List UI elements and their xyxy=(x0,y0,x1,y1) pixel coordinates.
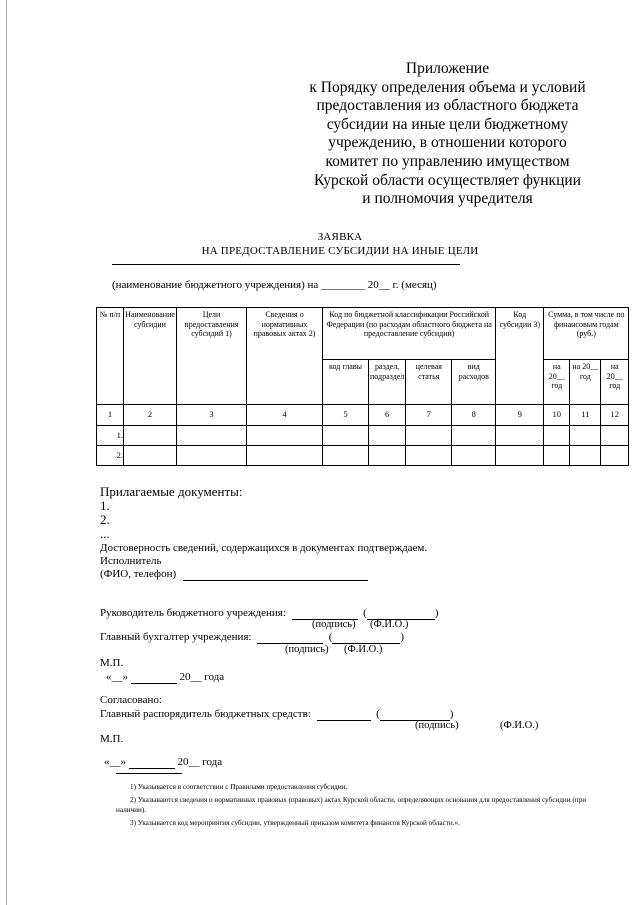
head-fio-caption: (Ф.И.О.) xyxy=(370,619,409,630)
accountant-fio-caption: (Ф.И.О.) xyxy=(344,644,383,655)
footnote-1: 1) Указывается в соответствии с Правилами предоставления субсидии. xyxy=(130,783,348,791)
header-subsidy-name: Наименование субсидии xyxy=(124,308,177,405)
date-suffix: 20__ года xyxy=(177,756,223,768)
accountant-signature-field[interactable] xyxy=(257,633,323,644)
org-name-underline xyxy=(112,264,460,265)
appendix-line: учреждению, в отношении которого xyxy=(328,134,567,152)
col-number: 2 xyxy=(124,405,177,426)
date-suffix: 20__ года xyxy=(179,671,225,683)
subheader-expense-type: вид расходов xyxy=(452,360,496,405)
executor-contact-label: (ФИО, телефон) xyxy=(100,568,177,580)
col-number: 1 xyxy=(97,405,124,426)
executor-label: Исполнитель xyxy=(100,555,162,567)
document-title xyxy=(100,230,580,258)
appendix-line: и полномочия учредителя xyxy=(362,190,533,208)
col-number: 6 xyxy=(369,405,406,426)
accountant-label: Главный бухгалтер учреждения: xyxy=(100,631,252,643)
org-name-caption: (наименование бюджетного учреждения) на ________ 20__ г. (месяц) xyxy=(112,279,437,291)
appendix-line: Приложение xyxy=(405,60,490,77)
col-number: 3 xyxy=(177,405,247,426)
executor-contact xyxy=(100,568,368,581)
subheader-section: раздел, подраздел xyxy=(369,360,406,405)
manager-signature-field[interactable] xyxy=(317,710,371,721)
agreed-label: Согласовано: xyxy=(100,694,162,706)
date-prefix: «__» xyxy=(106,671,128,683)
header-sum: Сумма, в том числе по финансовым годам (руб.) xyxy=(544,308,629,360)
title-line-1: ЗАЯВКА xyxy=(317,231,363,243)
col-number: 10 xyxy=(544,405,570,426)
attached-ellipsis: ... xyxy=(100,526,110,541)
subheader-chapter-code: код главы xyxy=(323,360,369,405)
attached-heading: Прилагаемые документы: xyxy=(100,484,243,499)
date-line-1 xyxy=(106,671,224,684)
head-signature-row: Руководитель бюджетного учреждения: ( ) xyxy=(100,607,439,619)
attached-documents xyxy=(100,485,243,541)
accountant-fio-field[interactable] xyxy=(332,633,400,644)
manager-label: Главный распорядитель бюджетных средств: xyxy=(100,708,311,720)
date-prefix: «__» xyxy=(104,756,126,768)
footnote-2: 2) Указываются сведения о нормативных правовых (правовых) актах Курской области, определяющих основания для предоставления субсидии (при наличии). xyxy=(116,796,587,814)
header-num: № п/п xyxy=(97,308,124,405)
accountant-signature-caption: (подпись) xyxy=(285,644,329,655)
appendix-line: Курской области осуществляет функции xyxy=(314,171,581,189)
manager-signature-row: Главный распорядитель бюджетных средств: ( ) xyxy=(100,708,454,720)
col-number: 7 xyxy=(406,405,452,426)
col-number: 9 xyxy=(496,405,544,426)
header-subsidy-code: Код субсидии 3) xyxy=(496,308,544,405)
subheader-year-3: на 20__ год xyxy=(601,360,629,405)
accountant-signature-row: Главный бухгалтер учреждения: ( ) xyxy=(100,631,405,643)
header-budget-code: Код по бюджетной классификации Российской Федерации (по расходам областного бюджета на предоставление субсидии) xyxy=(323,308,496,360)
binder-line xyxy=(6,0,7,905)
footnote-3: 3) Указывается код мероприятия субсидии, утвержденный приказом комитета финансов Курской области.». xyxy=(130,819,460,827)
appendix-line: к Порядку определения объема и условий xyxy=(309,78,586,96)
manager-fio-caption: (Ф.И.О.) xyxy=(500,720,539,731)
row-number: 2. xyxy=(97,446,124,466)
appendix-line: комитет по управлению имуществом xyxy=(325,152,570,170)
title-line-2: НА ПРЕДОСТАВЛЕНИЕ СУБСИДИИ НА ИНЫЕ ЦЕЛИ xyxy=(201,245,479,257)
footnote-separator xyxy=(116,773,182,774)
appendix-line: субсидии на иные цели бюджетному xyxy=(326,115,569,133)
subheader-year-1: на 20__ год xyxy=(544,360,570,405)
header-goals: Цели предоставления субсидий 1) xyxy=(177,308,247,405)
col-number: 11 xyxy=(570,405,601,426)
table-row xyxy=(97,426,629,446)
appendix-line: предоставления из областного бюджета xyxy=(316,97,579,115)
date-line-2 xyxy=(104,756,222,769)
table-row xyxy=(97,446,629,466)
date-month-field[interactable] xyxy=(131,673,177,684)
head-signature-caption: (подпись) xyxy=(312,619,356,630)
head-label: Руководитель бюджетного учреждения: xyxy=(100,607,286,619)
attached-item: 2. xyxy=(100,512,110,527)
col-number: 4 xyxy=(247,405,323,426)
attached-item: 1. xyxy=(100,498,110,513)
col-number: 8 xyxy=(452,405,496,426)
subheader-year-2: на 20__ год xyxy=(570,360,601,405)
col-number: 5 xyxy=(323,405,369,426)
col-number: 12 xyxy=(601,405,629,426)
row-number: 1. xyxy=(97,426,124,446)
application-table xyxy=(96,307,629,466)
appendix-header xyxy=(300,60,595,209)
subheader-target: целевая статья xyxy=(406,360,452,405)
executor-contact-field[interactable] xyxy=(183,570,368,581)
header-normative-acts: Сведения о нормативных правовых актах 2) xyxy=(247,308,323,405)
confirm-text: Достоверность сведений, содержащихся в документах подтверждаем. xyxy=(100,542,428,554)
date-month-field[interactable] xyxy=(129,758,175,769)
stamp-label-1: М.П. xyxy=(100,657,124,669)
stamp-label-2: М.П. xyxy=(100,733,124,745)
manager-signature-caption: (подпись) xyxy=(415,720,459,731)
